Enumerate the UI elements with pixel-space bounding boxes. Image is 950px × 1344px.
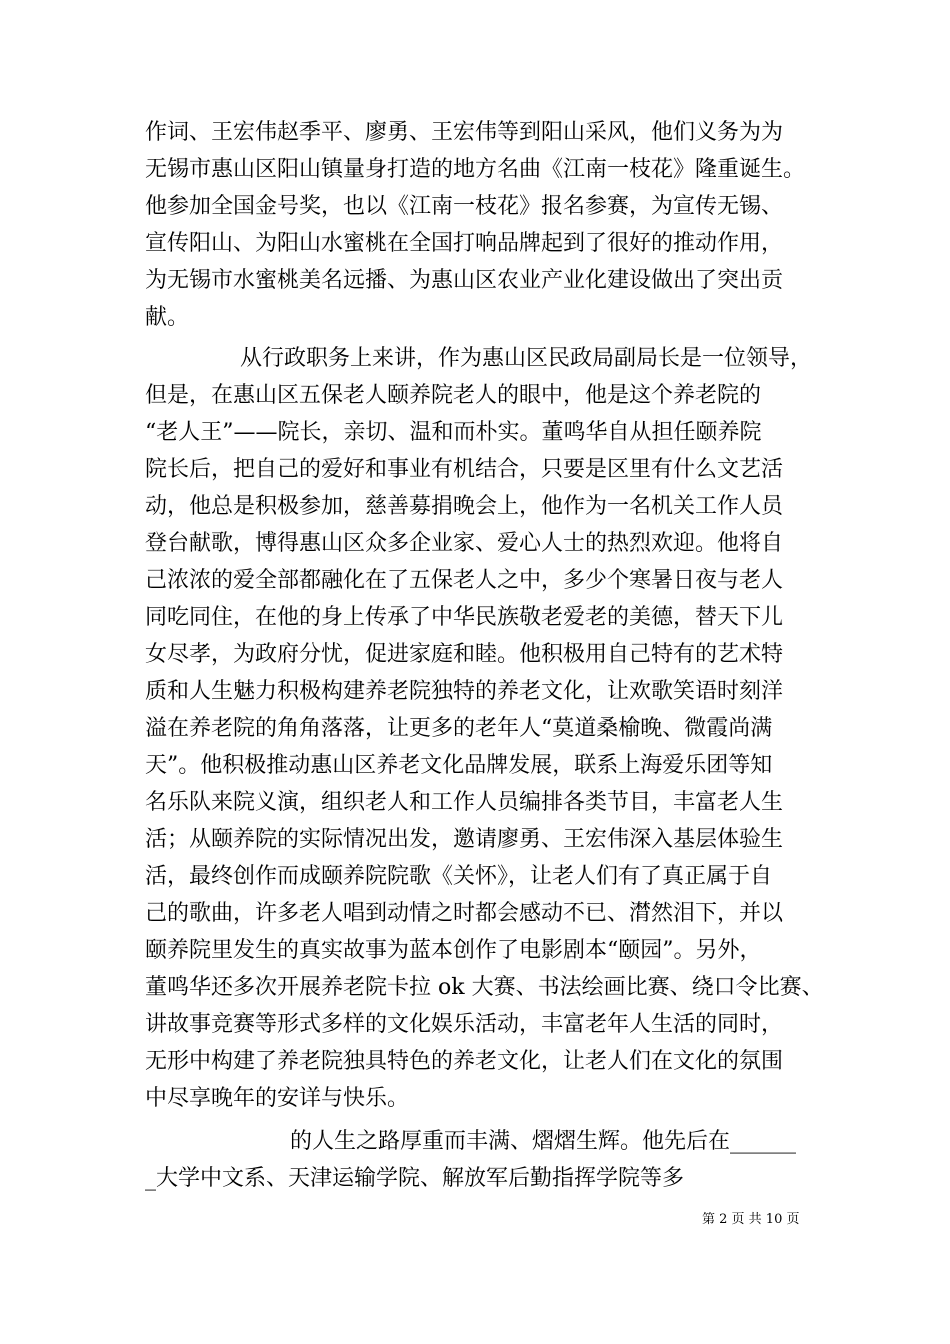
text-line: 的人生之路厚重而丰满、熠熠生辉。他先后在______ <box>290 1129 797 1154</box>
text-line: 质和人生魅力积极构建养老院独特的养老文化，让欢歌笑语时刻洋 <box>145 679 784 704</box>
text-line: 董鸣华还多次开展养老院卡拉 ok 大赛、书法绘画比赛、绕口令比赛、 <box>145 975 824 1000</box>
text-line: 天”。他积极推动惠山区养老文化品牌发展，联系上海爱乐团等知 <box>145 753 773 778</box>
text-line: 他参加全国金号奖，也以《江南一枝花》报名参赛，为宣传无锡、 <box>145 194 784 219</box>
text-line: 登台献歌，博得惠山区众多企业家、爱心人士的热烈欢迎。他将自 <box>145 531 784 556</box>
text-line: 献。 <box>145 305 190 330</box>
text-line: 活，最终创作而成颐养院院歌《关怀》，让老人们有了真正属于自 <box>145 864 773 889</box>
text-line: 女尽孝，为政府分忧，促进家庭和睦。他积极用自己特有的艺术特 <box>145 642 784 667</box>
text-line: 为无锡市水蜜桃美名远播、为惠山区农业产业化建设做出了突出贡 <box>145 268 784 293</box>
text-line: 宣传阳山、为阳山水蜜桃在全国打响品牌起到了很好的推动作用， <box>145 231 784 256</box>
text-line: 讲故事竞赛等形式多样的文化娱乐活动，丰富老年人生活的同时， <box>145 1012 784 1037</box>
text-line: 名乐队来院义演，组织老人和工作人员编排各类节目，丰富老人生 <box>145 790 784 815</box>
text-line: 溢在养老院的角角落落，让更多的老年人“莫道桑榆晚、微霞尚满 <box>145 716 773 741</box>
text-line: 己浓浓的爱全部都融化在了五保老人之中，多少个寒暑日夜与老人 <box>145 568 784 593</box>
paragraph-1 <box>145 114 815 336</box>
text-line: _大学中文系、天津运输学院、解放军后勤指挥学院等多 <box>145 1166 685 1191</box>
paragraph-2 <box>145 340 824 1117</box>
text-line: 作词、王宏伟赵季平、廖勇、王宏伟等到阳山采风，他们义务为为 <box>145 120 784 145</box>
text-line: 但是，在惠山区五保老人颐养院老人的眼中，他是这个养老院的 <box>145 383 762 408</box>
text-line: “老人王”——院长，亲切、温和而朴实。董鸣华自从担任颐养院 <box>145 420 762 445</box>
text-line: 活；从颐养院的实际情况出发，邀请廖勇、王宏伟深入基层体验生 <box>145 827 784 852</box>
text-line: 动，他总是积极参加，慈善募捐晚会上，他作为一名机关工作人员 <box>145 494 784 519</box>
text-line: 颐养院里发生的真实故事为蓝本创作了电影剧本“颐园”。另外， <box>145 938 762 963</box>
text-line: 院长后，把自己的爱好和事业有机结合，只要是区里有什么文艺活 <box>145 457 784 482</box>
text-line: 无形中构建了养老院独具特色的养老文化，让老人们在文化的氛围 <box>145 1049 784 1074</box>
text-line: 同吃同住，在他的身上传承了中华民族敬老爱老的美德，替天下儿 <box>145 605 784 630</box>
text-line: 无锡市惠山区阳山镇量身打造的地方名曲《江南一枝花》隆重诞生。 <box>145 157 806 182</box>
text-line: 从行政职务上来讲，作为惠山区民政局副局长是一位领导， <box>240 346 813 371</box>
paragraph-3 <box>145 1123 815 1197</box>
text-line: 中尽享晚年的安详与快乐。 <box>145 1086 410 1111</box>
page-number: 第 2 页 共 10 页 <box>702 1212 800 1227</box>
text-line: 己的歌曲，许多老人唱到动情之时都会感动不已、潸然泪下，并以 <box>145 901 784 926</box>
